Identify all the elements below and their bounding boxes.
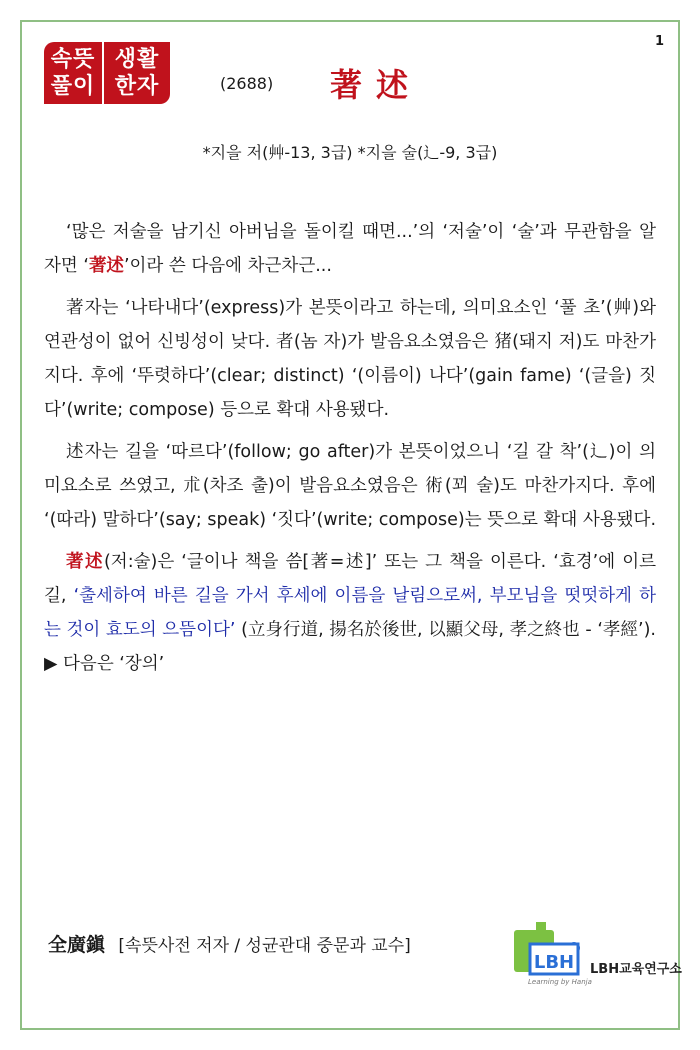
character-info: *지을 저(艸-13, 3급) *지을 술(辶-9, 3급): [202, 143, 498, 162]
paragraph-intro-end: ’이라 쓴 다음에 차근차근...: [123, 256, 332, 276]
lesson-number: (2688): [220, 74, 274, 93]
logo-line-4: 한자: [114, 74, 160, 99]
highlight-hanja: 著述: [88, 256, 124, 276]
brand-name: LBH교육연구소: [590, 962, 682, 977]
page-number: 1: [654, 34, 664, 49]
author-name: 全廣鎭: [48, 934, 106, 956]
paragraph-meaning: [44, 545, 656, 681]
logo-line-3: 생활: [114, 47, 160, 72]
quote-text: ‘출세하여 바른 길을 가서 후세에 이름을 날림으로써, 부모님을 떳떳하게 하는 것이 효도의 으뜸이다’: [44, 586, 656, 640]
article-body: [44, 215, 656, 689]
paragraph-intro: [44, 215, 656, 283]
brand-logo: [508, 918, 684, 990]
series-logo: [44, 42, 170, 104]
paragraph-meaning-text: (저:술)은 ‘글이나 책을 씀[著=述]’ 또는 그 책을 이른다. ‘효경’에 이르길,: [44, 552, 657, 606]
logo-line-1: 속뜻: [50, 47, 96, 72]
logo-block-right: [104, 42, 170, 104]
author-affiliation: [속뜻사전 저자 / 성균관대 중문과 교수]: [118, 936, 411, 956]
brand-tagline: Learning by Hanja: [528, 978, 592, 986]
paragraph-intro-text: ‘많은 저술을 남기신 아버님을 돌이킬 때면...’의 ‘저술’이 ‘술’과 무관함을 알자면 ‘: [44, 222, 656, 276]
highlight-hanja: 著述: [66, 552, 104, 572]
paragraph-second-char: 述자는 길을 ‘따르다’(follow; go after)가 본뜻이었으니 ‘길 갈 착’(辶)이 의미요소로 쓰였고, 朮(차조 출)이 발음요소였음은 術(꾀 술)도 마찬가지다. 후에 ‘(따라) 말하다’(say; speak) ‘짓다’(write; compose)는 뜻으로 확대 사용됐다.: [44, 442, 657, 530]
paragraph-meaning-end: (立身行道, 揚名於後世, 以顯父母, 孝之終也 - ‘孝經’). ▶ 다음은 ‘장의’: [44, 620, 656, 674]
author-credit: [48, 930, 411, 957]
logo-block-left: [44, 42, 102, 104]
paragraph-first-char: 著자는 ‘나타내다’(express)가 본뜻이라고 하는데, 의미요소인 ‘풀 초’(艸)와 연관성이 없어 신빙성이 낮다. 者(놈 자)가 발음요소였음은 猪(돼지 저)도 마찬가지다. 후에 ‘뚜렷하다’(clear; distinct) ‘(이름이) 나다’(gain fame) ‘(글을) 짓다’(write; compose) 등으로 확대 사용됐다.: [44, 298, 656, 420]
logo-line-2: 풀이: [50, 74, 96, 99]
page-title: 著述: [330, 66, 423, 104]
lbh-logo-text: LBH: [533, 952, 575, 973]
